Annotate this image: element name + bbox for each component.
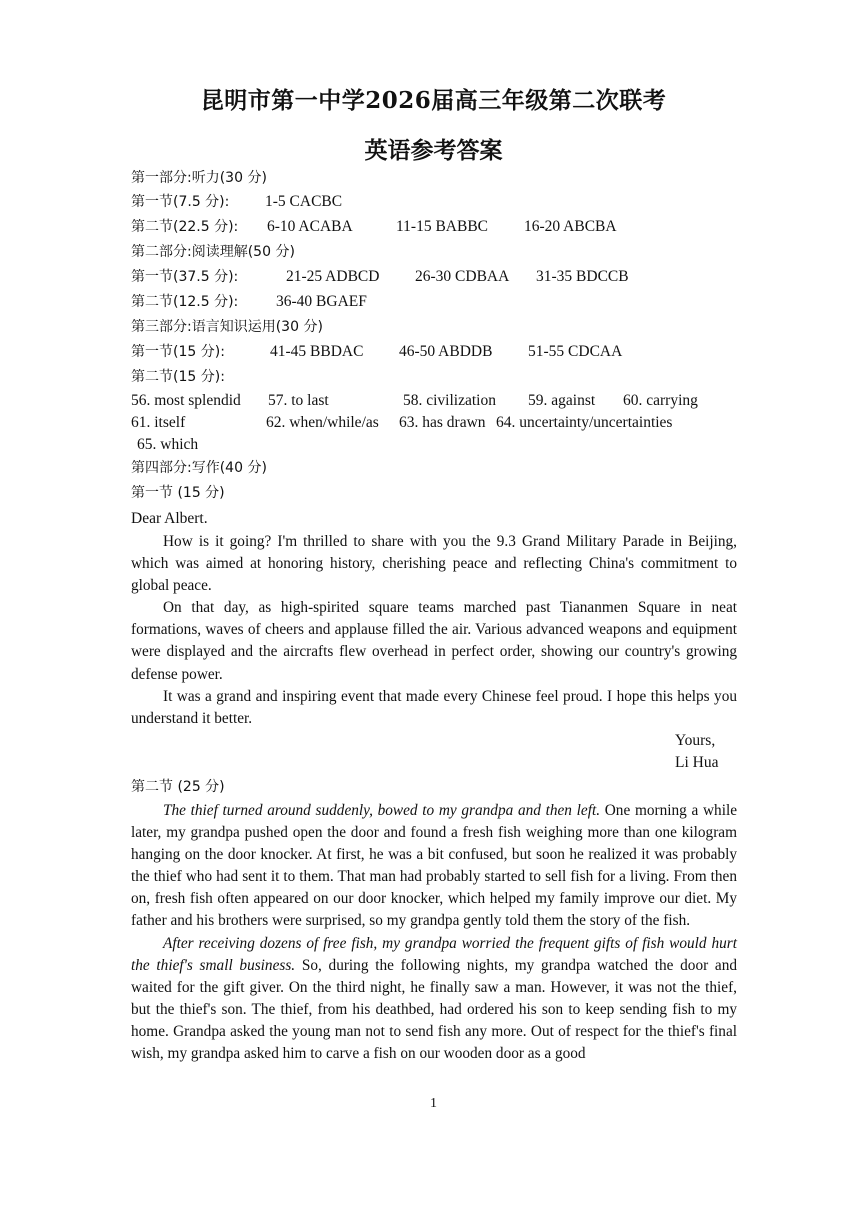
story-paragraph-2 xyxy=(131,933,737,1066)
story-paragraph-1 xyxy=(131,800,737,933)
part2-heading: 第二部分:阅读理解(50 分) xyxy=(131,244,295,260)
part4-heading: 第四部分:写作(40 分) xyxy=(131,460,267,476)
part3-sec1-label: 第一节(15 分): xyxy=(131,344,225,360)
part3-sec2-label: 第二节(15 分): xyxy=(131,369,225,385)
page-title: 昆明市第一中学2026届高三年级第二次联考 xyxy=(200,87,667,114)
part2-sec1-group-c: 31-35 BDCCB xyxy=(536,268,629,285)
answer-65: 65. which xyxy=(137,436,199,453)
part1-heading: 第一部分:听力(30 分) xyxy=(131,170,267,186)
letter-closing: Yours, xyxy=(675,732,716,749)
letter-paragraph: How is it going? I'm thrilled to share with you the 9.3 Grand Military Parade in Beijing, which was aimed at honoring history, cherishing peace and reflecting China's commitment to global peace. xyxy=(131,533,737,595)
part1-sec2-label: 第二节(22.5 分): xyxy=(131,219,239,235)
part3-sec1-group-b: 46-50 ABDDB xyxy=(399,343,493,360)
letter-paragraph: On that day, as high-spirited square teams marched past Tiananmen Square in neat formations, waves of cheers and applause filled the air. Various advanced weapons and equipment were displayed and the aircrafts flew overhead in perfect order, showing our country's growing defense power. xyxy=(131,599,737,683)
page-subtitle: 英语参考答案 xyxy=(364,137,503,164)
letter-greeting: Dear Albert. xyxy=(131,510,208,527)
part2-sec1-group-a: 21-25 ADBCD xyxy=(286,268,380,285)
part4-sec2-label: 第二节 (25 分) xyxy=(131,779,225,795)
page-number: 1 xyxy=(430,1096,437,1111)
part2-sec1-group-b: 26-30 CDBAA xyxy=(415,268,510,285)
answer-58: 58. civilization xyxy=(403,392,496,409)
part2-sec1-label: 第一节(37.5 分): xyxy=(131,269,239,285)
part1-sec2-group-b: 11-15 BABBC xyxy=(396,218,489,235)
story-p1-italic: The thief turned around suddenly, bowed to my grandpa and then left. xyxy=(163,802,601,819)
answer-63: 63. has drawn xyxy=(399,414,486,431)
part2-sec2-label: 第二节(12.5 分): xyxy=(131,294,239,310)
part2-sec2-answers: 36-40 BGAEF xyxy=(276,293,367,310)
story-p2-italic: After receiving dozens of free fish, my grandpa worried the frequent gifts of fish would hurt the thief's small business. xyxy=(131,934,737,974)
part3-sec1-group-c: 51-55 CDCAA xyxy=(528,343,623,360)
part3-heading: 第三部分:语言知识运用(30 分) xyxy=(131,319,323,335)
letter-signature: Li Hua xyxy=(675,754,719,771)
part1-sec2-group-c: 16-20 ABCBA xyxy=(524,218,617,235)
part1-sec2-group-a: 6-10 ACABA xyxy=(267,218,353,235)
part3-sec1-group-a: 41-45 BBDAC xyxy=(270,343,364,360)
answer-56: 56. most splendid xyxy=(131,392,241,409)
story-body xyxy=(131,800,737,1065)
letter-paragraph: It was a grand and inspiring event that made every Chinese feel proud. I hope this helps you understand it better. xyxy=(131,687,737,727)
answer-59: 59. against xyxy=(528,392,596,409)
answer-57: 57. to last xyxy=(268,392,329,409)
answer-61: 61. itself xyxy=(131,414,186,431)
story-p1-text: One morning a while later, my grandpa pushed open the door and found a fresh fish weighing more than one kilogram hanging on the door knocker. At first, he was a bit confused, but soon he realized it was probably the thief who had sent it to them. That man had probably started to sell fish for a living. From then on, fresh fish often appeared on our door knocker, which helped my family improve our diet. My father and his brothers were surprised, so my grandpa gently told them the story of the fish. xyxy=(131,802,737,930)
letter-body xyxy=(131,531,737,730)
part1-sec1-answers: 1-5 CACBC xyxy=(265,193,343,210)
part4-sec1-label: 第一节 (15 分) xyxy=(131,485,225,501)
answer-62: 62. when/while/as xyxy=(266,414,379,431)
part1-sec1-label: 第一节(7.5 分): xyxy=(131,194,230,210)
answer-64: 64. uncertainty/uncertainties xyxy=(496,414,673,431)
answer-60: 60. carrying xyxy=(623,392,698,409)
story-p2-text: So, during the following nights, my grandpa watched the door and waited for the gift giver. On the third night, he finally saw a man. However, it was not the thief, but the thief's son. The thief, from his deathbed, had ordered his son to keep sending fish to my home. Grandpa asked the young man not to send fish any more. Out of respect for the thief's final wish, my grandpa asked him to carve a fish on our wooden door as a good xyxy=(131,956,738,1063)
